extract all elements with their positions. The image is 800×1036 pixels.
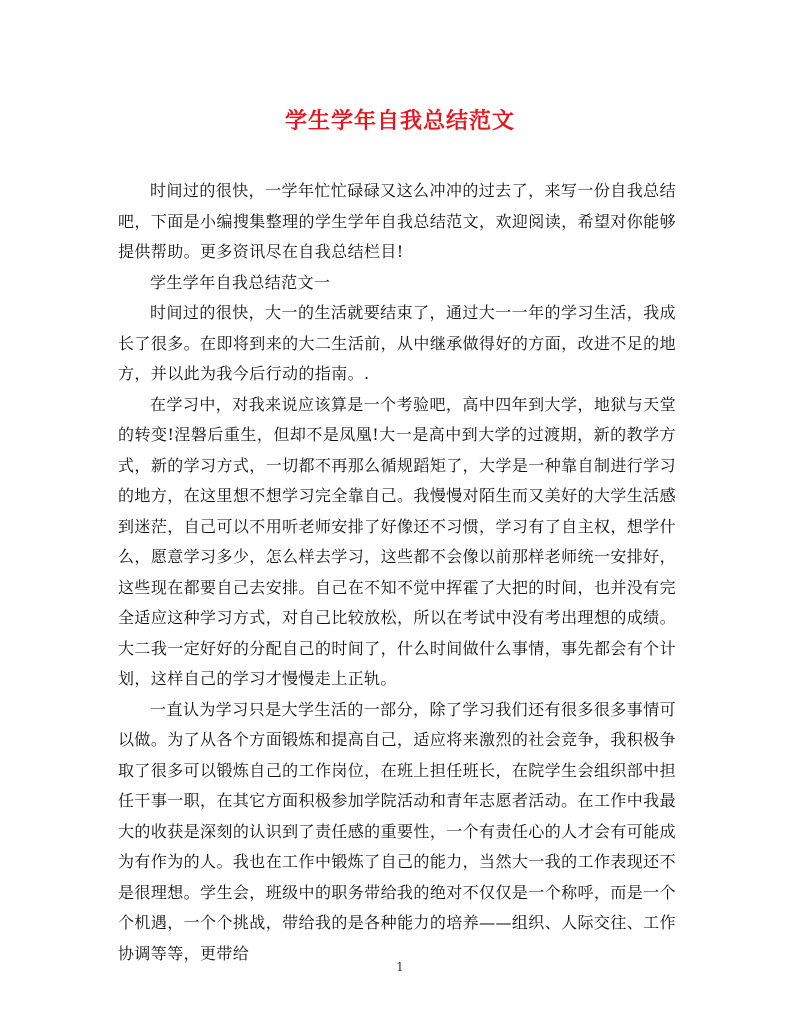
document-body <box>118 176 676 969</box>
body-paragraph: 在学习中，对我来说应该算是一个考验吧，高中四年到大学，地狱与天堂的转变!涅磐后重生，但却不是凤凰!大一是高中到大学的过渡期，新的教学方式，新的学习方式，一切都不再那么循规蹈矩了，大学是一种靠自制进行学习的地方，在这里想不想学习完全靠自己。我慢慢对陌生而又美好的大学生活感到迷茫，自己可以不用听老师安排了好像还不习惯，学习有了自主权，想学什么，愿意学习多少，怎么样去学习，这些都不会像以前那样老师统一安排好，这些现在都要自己去安排。自己在不知不觉中挥霍了大把的时间，也并没有完全适应这种学习方式，对自己比较放松，所以在考试中没有考出理想的成绩。大二我一定好好的分配自己的时间了，什么时间做什么事情，事先都会有个计划，这样自己的学习才慢慢走上正轨。 <box>118 394 676 688</box>
page-number: 1 <box>396 960 404 974</box>
body-paragraph: 一直认为学习只是大学生活的一部分，除了学习我们还有很多很多事情可以做。为了从各个方面锻炼和提高自己，适应将来激烈的社会竞争，我积极争取了很多可以锻炼自己的工作岗位，在班上担任班长，在院学生会组织部中担任干事一职，在其它方面积极参加学院活动和青年志愿者活动。在工作中我最大的收获是深刻的认识到了责任感的重要性，一个有责任心的人才会有可能成为有作为的人。我也在工作中锻炼了自己的能力，当然大一我的工作表现还不是很理想。学生会，班级中的职务带给我的绝对不仅仅是一个称呼，而是一个个机遇，一个个挑战，带给我的是各种能力的培养——组织、人际交往、工作协调等等，更带给 <box>118 699 676 963</box>
document-title: 学生学年自我总结范文 <box>284 108 515 134</box>
section-heading: 学生学年自我总结范文一 <box>150 272 331 292</box>
intro-paragraph: 时间过的很快，一学年忙忙碌碌又这么冲冲的过去了，来写一份自我总结吧，下面是小编搜集整理的学生学年自我总结范文，欢迎阅读，希望对你能够提供帮助。更多资讯尽在自我总结栏目! <box>118 181 676 261</box>
body-paragraph: 时间过的很快，大一的生活就要结束了，通过大一一年的学习生活，我成长了很多。在即将到来的大二生活前，从中继承做得好的方面，改进不足的地方，并以此为我今后行动的指南。. <box>118 303 676 383</box>
